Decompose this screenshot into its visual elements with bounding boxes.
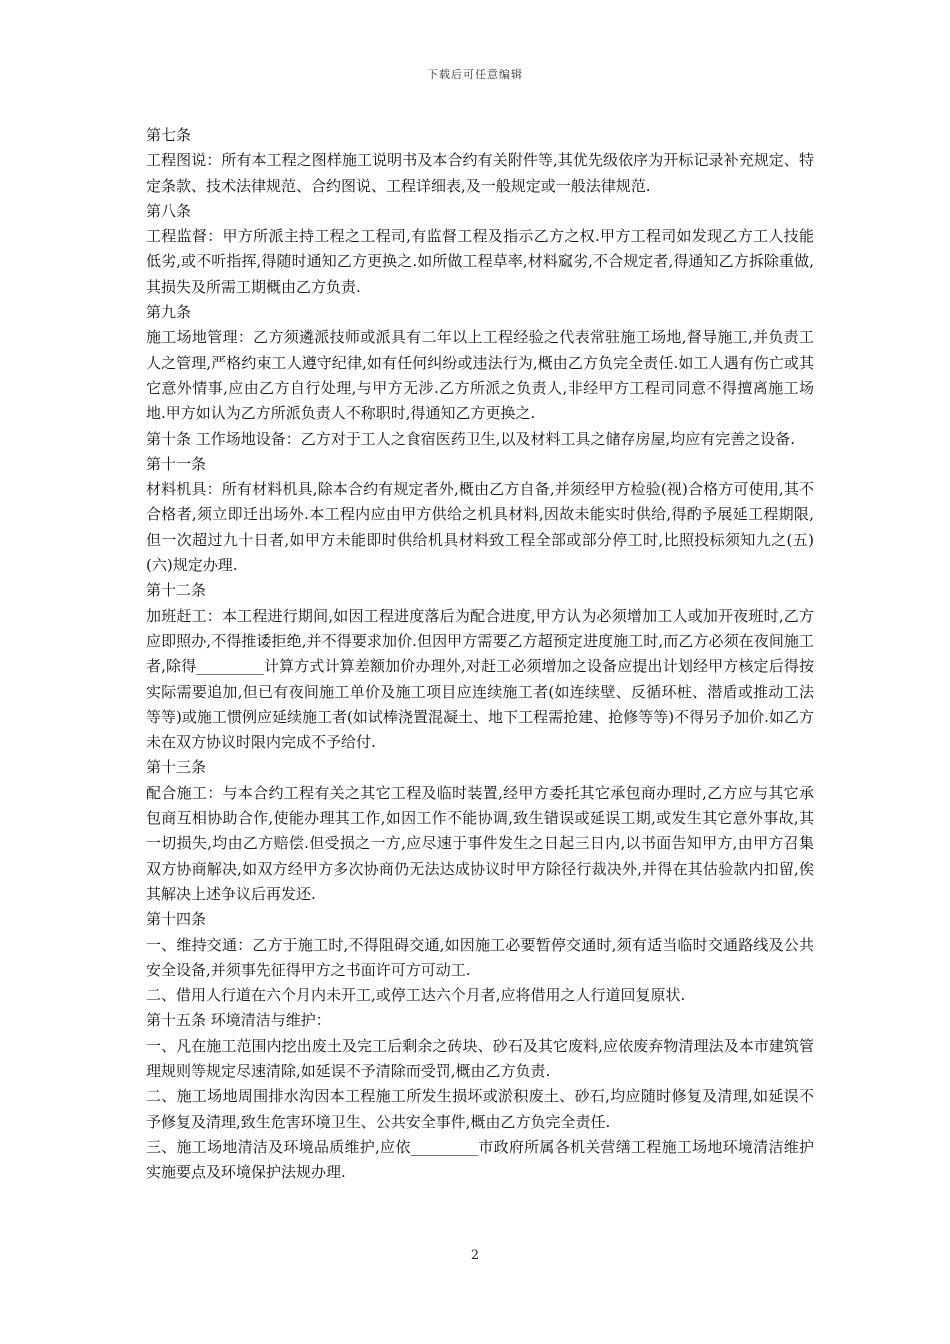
article-heading: 第七条 [146,126,192,144]
article-text: 施工场地管理：乙方须遴派技师或派具有二年以上工程经验之代表常驻施工场地,督导施工,并负责工人之管理,严格约束工人遵守纪律,如有任何纠纷或违法行为,概由乙方负完全责任.如工人遇有伤亡或其它意外情事,应由乙方自行处理,与甲方无涉.乙方所派之负责人,非经甲方工程司同意不得擅离施工场地.甲方如认为乙方所派负责人不称职时,得通知乙方更换之. [146,328,814,423]
article-text: 材料机具：所有材料机具,除本合约有规定者外,概由乙方自备,并须经甲方检验(视)合格方可使用,其不合格者,须立即迁出场外.本工程内应由甲方供给之机具材料,因故未能实时供给,得酌予展延工程期限,但一次超过九十日者,如甲方未能即时供给机具材料致工程全部或部分停工时,比照投标须知九之(五)(六)规定办理. [146,480,814,575]
article-heading: 第十三条 [146,758,207,777]
article-heading: 第九条 [146,303,192,322]
contract-body [146,123,814,1185]
article-text: 工程监督：甲方所派主持工程之工程司,有监督工程及指示乙方之权.甲方工程司如发现乙方工人技能低劣,或不听指挥,得随时通知乙方更换之.如所做工程草率,材料窳劣,不合规定者,得通知乙方拆除重做,其损失及所需工期概由乙方负责. [146,227,814,296]
article-text: 第十条 工作场地设备：乙方对于工人之食宿医药卫生,以及材料工具之储存房屋,均应有完善之设备. [146,429,796,448]
article-heading: 第十五条 环境清洁与维护： [146,1011,331,1030]
article-text: 三、施工场地清洁及环境品质维护,应依_________市政府所属各机关营缮工程施工场地环境清洁维护实施要点及环境保护法规办理. [146,1137,814,1182]
article-text: 工程图说：所有本工程之图样施工说明书及本合约有关附件等,其优先级依序为开标记录补充规定、特定条款、技术法律规范、合约图说、工程详细表,及一般规定或一般法律规范. [146,151,814,195]
article-text: 二、施工场地周围排水沟因本工程施工所发生损坏或淤积废土、砂石,均应随时修复及清理,如延误不予修复及清理,致生危害环境卫生、公共安全事件,概由乙方负完全责任. [146,1087,814,1131]
page-header-note: 下载后可任意编辑 [427,68,523,81]
article-text: 一、维持交通：乙方于施工时,不得阻碍交通,如因施工必要暂停交通时,须有适当临时交通路线及公共安全设备,并须事先征得甲方之书面许可方可动工. [146,935,814,979]
article-heading: 第十一条 [146,454,207,473]
article-heading: 第十四条 [146,910,207,929]
article-text: 配合施工：与本合约工程有关之其它工程及临时装置,经甲方委托其它承包商办理时,乙方应与其它承包商互相协助合作,使能办理其工作,如因工作不能协调,致生错误或延误工期,或发生其它意外事故,其一切损失,均由乙方赔偿.但受损之一方,应尽速于事件发生之日起三日内,以书面告知甲方,由甲方召集双方协商解决,如双方经甲方多次协商仍无法达成协议时甲方除径行裁决外,并得在其估验款内扣留,俟其解决上述争议后再发还. [146,783,814,903]
page-number: 2 [470,1248,480,1263]
article-heading: 第八条 [146,201,192,220]
article-text: 加班赶工：本工程进行期间,如因工程进度落后为配合进度,甲方认为必须增加工人或加开夜班时,乙方应即照办,不得推诿拒绝,并不得要求加价.但因甲方需要乙方超预定进度施工时,而乙方必须在夜间施工者,除得_________计算方式计算差额加价办理外,对赶工必须增加之设备应提出计划经甲方核定后得按实际需要追加,但已有夜间施工单价及施工项目应连续施工者(如连续壁、反循环桩、潜盾或推动工法等等)或施工惯例应延续施工者(如试棒浇置混凝土、地下工程需抢建、抢修等等)不得另予加价.如乙方未在双方协议时限内完成不予给付. [146,606,814,752]
article-heading: 第十二条 [146,581,207,600]
article-text: 一、凡在施工范围内挖出废土及完工后剩余之砖块、砂石及其它废料,应依废弃物清理法及本市建筑管理规则等规定尽速清除,如延误不予清除而受罚,概由乙方负责. [146,1036,814,1080]
article-text: 二、借用人行道在六个月内未开工,或停工达六个月者,应将借用之人行道回复原状. [146,986,686,1005]
